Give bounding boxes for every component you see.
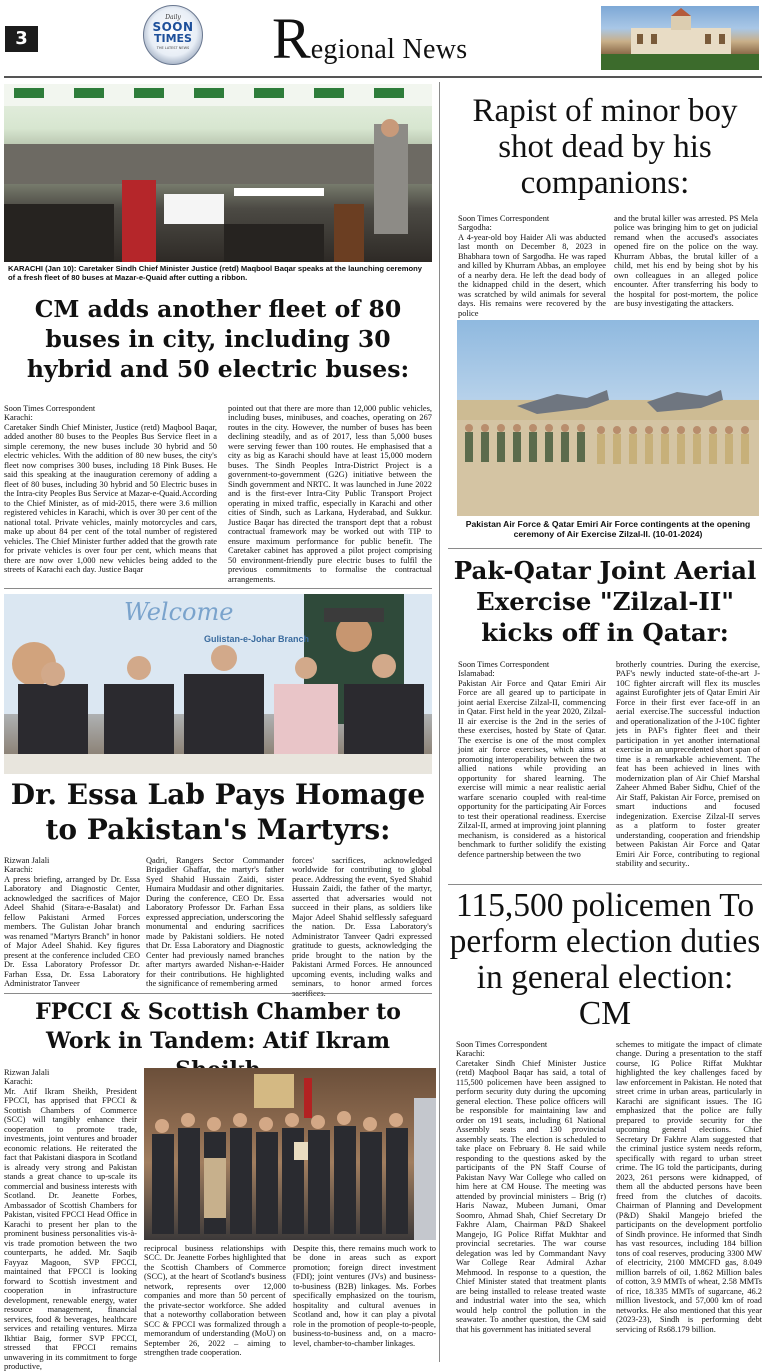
logo-word-soon: SOON	[152, 20, 194, 34]
masthead-building-photo	[601, 6, 759, 70]
essa-story-col3	[292, 856, 432, 992]
zilzal-dateline: Islamabad:	[458, 669, 495, 679]
bus-byline: Soon Times Correspondent	[4, 404, 96, 413]
bus-headline: CM adds another fleet of 80 buses in city, including 30 hybrid and 50 electric buses:	[26, 295, 410, 384]
fpcci-story-col3	[293, 1244, 436, 1364]
rapist-dateline: Sargodha:	[458, 223, 492, 233]
zilzal-divider	[448, 884, 762, 885]
fpcci-dateline: Karachi:	[4, 1077, 33, 1087]
zilzal-story-col2	[616, 660, 760, 882]
bus-body-2: pointed out that there are more than 12,000 public vehicles, including buses, minibuses, and coaches, operating on 267 routes in the city. However, the number of buses has been declining steadily, and as of 2017, less than 5,000 buses were serving fewer than 100 routes. He emphasised that a city as big as Karachi should have at least 15,000 modern buses. The Sindh Peoples Intra-District Project is a government-to-government (G2G) initiative between the Sindh government and NRTC. It was launched in June 2022 and is the first-ever Intra-City Public Transport Project operating in mixed traffic, especially in Karachi and other cities of Sindh, such as Larkana, Hyderabad, and Sukkur. Justice Baqar has directed the transport dept that a robust contractual framework may be worked out with TIP to ensure maximum performance for public benefit. The Caretaker cabinet has approved a pilot project comprising 50 environment-friendly pure electric buses to fulfil the previous commitments to formalise the contractual arrangements.	[228, 404, 432, 584]
fpcci-group-photo	[144, 1068, 436, 1240]
rapist-body-1: A 4-year-old boy Haider Ali was abducted last month on December 8, 2023 in Bhabhara town of Sargodha. He was raped and killed by Khurram Abbas, an employee of a nearby dera. He left the dead body of the kidnapped child in the desert, which was scratched by wild animals for several days. His remains were recovered by the police	[458, 232, 606, 318]
logo-word-times: TIMES	[154, 32, 192, 45]
logo-top: Daily	[165, 14, 181, 21]
bus-story-col2	[228, 404, 432, 584]
essa-divider	[4, 993, 432, 994]
bus-photo-caption: KARACHI (Jan 10): Caretaker Sindh Chief Minister Justice (retd) Maqbool Baqar speaks at the launching ceremony of a fresh fleet of 80 buses at Mazar-e-Quaid after cutting a ribbon.	[8, 264, 422, 283]
essa-banner-sub: Gulistan-e-Johar Branch	[204, 634, 310, 644]
essa-body-3: forces' sacrifices, acknowledged worldwide for contributing to global peace. Addressing the event, Syed Shahid Hussain Zaidi, the father of the martyr, asserted that adversaries would not succeed in their plans, as soldiers like Major Adeel Shahid selflessly safeguard the nation. Dr. Essa Laboratory's Administrator Tanveer Qadri expressed gratitude to guests, acknowledging the pride brought to the nation by the Pakistani Armed Forces. He announced upcoming events, including walks and seminars, to honor armed forces	[292, 856, 432, 989]
police-dateline: Karachi:	[456, 1049, 485, 1059]
rapist-headline: Rapist of minor boy shot dead by his companions:	[472, 93, 738, 201]
masthead-divider	[4, 76, 762, 78]
essa-story-col2	[146, 856, 284, 992]
zilzal-body-2: brotherly countries. During the exercise, PAF's newly inducted state-of-the-art J-10C fighter aircraft will flex its muscles against Eurofighter jets of Qatar Emiri Air Force in their first ever face-off in an aerial exercise.The successful induction and operationalization of the J-10C fighter jets in PAF's fighter fleet and their participation in yet another international exercise in an unprecedented short span of time is a remarkable achievement. The feat has been achieved in lines with modernization plan of Air Chief Marshal Zaheer Ahmed Baber Sidhu, Chief of the Air Staff, Pakistan Air Force, premised on smart inductions and focused indegenization. Exercise Zilzal-II serves as a platform to foster greater understanding, cooperation and friendship between Pakistan Air Force and Qatar Emiri Air Force, contributing to regional stability and security..	[616, 660, 760, 869]
rapist-story-col1	[458, 214, 606, 318]
fpcci-body-3: Despite this, there remains much work to be done in areas such as export promotion; foreign direct investment (FDI); joint ventures (JVs) and business-to-business (B2B) linkages. Ms. Forbes specifically emphasized on the tourism, hospitality and cultural avenues in Scotland and, how it can play a pivotal role in the promotion of people-to-people, business-to-business and, on a macro-level, chamber-to-chamber linkages.	[293, 1244, 436, 1348]
essa-press-photo	[4, 594, 432, 774]
fpcci-story-col2	[144, 1244, 286, 1364]
logo-sub: THE LATEST NEWS	[156, 46, 190, 50]
bus-body-1: Caretaker Sindh Chief Minister, Justice (retd) Maqbool Baqar, added another 80 buses to the Peoples Bus Service fleet in a simple ceremony, the new buses include 30 hybrid and 50 electric vehicles. With the addition of 80 new buses, the city's fleet now comprises 300 buses, including 18 Pink Buses. He said this speaking at the inauguration ceremony of adding a fleet of 80 buses, including 30 hybrid and 50 Electric buses in the Intra-city Peoples Bus Service at Mazar-e-Quaid.According to the Chief Minister, as of mid-2015, there were 3.6 million registered vehicles in Karachi, which is over 30 per cent of the national total. Private vehicles, mainly motorcycles and cars, make up about 84 per cent of the total number of registered vehicles. The Chief Minister further added that the growth rate for private vehicles is over four per cent, which means that there are now over 1,000 new vehicles being added to the streets of Karachi each day. Justice Baqar	[4, 422, 217, 575]
zilzal-top-divider	[448, 548, 762, 549]
police-byline: Soon Times Correspondent	[456, 1040, 548, 1049]
essa-dateline: Karachi:	[4, 865, 33, 875]
zilzal-body-1: Pakistan Air Force and Qatar Emiri Air Force are all geared up to participate in joint aerial Exercise Zilzal-II, commencing in Qatar. First held in the year 2020, Zilzal-II air exercise is the 2nd in the series of these exercises, hosted by State of Qatar. The exercise is one of the most complex joint air force exercises, which aims at promoting interoperability between the two allied nations while providing an opportunity for shared learning. The exercise will mimic a near realistic aerial warfare scenario coupled with real-time opportunity for the participating Air Forces to test their operational readiness. Exercise Zilzal-II, armed at improving joint planning mechanism, is considered as a historical benchmark to further solidify the existing defence partnership between the two	[458, 678, 606, 859]
zilzal-story-col1	[458, 660, 606, 882]
bus-divider	[4, 588, 432, 589]
police-story-col2	[616, 1040, 762, 1364]
essa-body-1: A press briefing, arranged by Dr. Essa Laboratory and Diagnostic Center, acknowledged the sacrifices of Major Adeel Shahid (Sitara-e-Basalat) and fellow Pakistani Armed Forces members. The Gulistan Johar branch was renamed "Martyrs Branch" in honor of Major Adeel Shahid. Key figures present at the conference included CEO Dr. Essa Laboratory Professor Dr. Farhan Essa, Dr. Essa Laboratory Administrator Tanveer	[4, 874, 140, 989]
police-body-2: schemes to mitigate the impact of climate change. During a presentation to the staff course, IG Police Riffat Mukhtar highlighted the key challenges faced by law enforcement in Pakistan. He noted that street crime in urban areas, particularly in Karachi are significant issues. The IG emphasized that the police are fully prepared to provide security for the upcoming general elections. Chief Secretary Dr Fakhre Alam suggested that the criminal justice system needs reform, specifically with regard to urban street crime. The IG told the participants, during 2023, 261 persons were kidnapped, of them all the abducted persons have been freed from the clutches of dacoits. Chairman of Planning and Development (P&D) Shakil Mangejo briefed the participants on the development portfolio of Sindh province. He informed that Sindh has vast resources, including 184 billion tons of coal reserves, producing 3300 MW of electricity, 2100 MMCFD gas, 8.049 million barrels of oil, 1.862 Million bales of cotton, 3.9 MMTs of wheat, 2.58 MMTs of rice, 18.335 MMTs of sugarcane, 46.2 million livestock, and 57,000 km of road networks. He also mentioned that this year (2023-23), Sindh is performing debt servicing of Rs68.179 billion.	[616, 1040, 762, 1334]
zilzal-airforce-photo	[457, 320, 759, 516]
fpcci-body-2: reciprocal business relationships with SCC. Dr. Jeanette Forbes highlighted that the Scottish Chambers of Commerce (SCC), at the heart of Scotland's business network, represents over 12,000 companies and more than 50 percent of the private-sector workforce. She added that a noteworthy collaboration between SCC & FPCCI was formalized through a memorandum of understanding (MoU) on September 26, 2022 – aiming to strengthen trade cooperation.	[144, 1244, 286, 1358]
zilzal-photo-caption: Pakistan Air Force & Qatar Emiri Air Force contingents at the opening ceremony of Air Exercise Zilzal-II. (10-01-2024)	[465, 519, 751, 540]
zilzal-headline: Pak-Qatar Joint Aerial Exercise "Zilzal-II" kicks off in Qatar:	[453, 556, 757, 648]
fpcci-headline: FPCCI & Scottish Chamber to Work in Tandem: Atif Ikram	[35, 999, 401, 1055]
section-title-rest: egional News	[310, 34, 468, 65]
rapist-body-2: and the brutal killer was arrested. PS Mela police was bringing him to get on judicial remand when the accused's associates opened fire on the police on the way. Khurram Abbas, the brutal killer of a child, met his end by being shot by his own colleagues in an alleged police encounter. After transferring his body to the hospital for post-mortem, the police are busy investigating the attackers.	[614, 214, 758, 309]
essa-body-2: Qadri, Rangers Sector Commander Brigadier Ghaffar, the martyr's father Syed Shahid Hussain Zaidi, sister Humaira Muddasir and other dignitaries. During the conference, CEO Dr. Essa Laboratory Professor Dr. Farhan Essa expressed appreciation, underscoring the monumental and enduring sacrifices made by Pakistani soldiers. He noted that Dr. Essa Laboratory and Diagnostic Center had previously named branches after martyrs awarded Nishan-e-Haider for their contributions. He highlighted the significance of remembering armed	[146, 856, 284, 989]
rapist-byline: Soon Times Correspondent	[458, 214, 550, 223]
police-body-1: Caretaker Sindh Chief Minister Justice (retd) Maqbool Baqar has said, a total of 115,500 policemen have been assigned to perform security duty during the upcoming general election. These police officers will be responsible for maintaining law and order on 191 seats, including 61 National Assembly seats and 130 provincial assembly seats. The election is scheduled to take place on February 8. He said while responding to the questions asked by the participants of the PN Staff Course of Pakistan Navy War College who called on him here at CM House. The meeting was attended by provincial ministers – Brig (r) Haris Nawaz, Mubeen Jumani, Omar Soomro, Ahmad Shah, Chief Secretary Dr Fakhre Alam, Chairman P&D Shakeel Mangejo, IG Police Riffat Mukhtar and provincial secretaries. The war course delegation was led by Commandant Navy War College Rear Admiral Azhar Mehmood. In response to a question, the Chief Minister stated that treatment plants are being installed to release treated waste and industrial water into the sea, which would help control the pollution in the seawater. To another question, the CM said that his government has initiated several	[456, 1058, 606, 1334]
police-story-col1	[456, 1040, 606, 1364]
police-headline: 115,500 policemen To perform election duties in general election: CM	[449, 887, 761, 1032]
essa-banner-text: Welcome	[124, 598, 234, 626]
page-number-box	[5, 26, 38, 52]
bus-dateline: Karachi:	[4, 413, 33, 423]
section-title-initial: R	[272, 6, 311, 71]
page-number: 3	[15, 28, 28, 49]
essa-story-col1	[4, 856, 140, 992]
rapist-story-col2	[614, 214, 758, 314]
essa-byline: Rizwan Jalali	[4, 856, 50, 865]
fpcci-byline: Rizwan Jalali	[4, 1068, 50, 1077]
essa-headline: Dr. Essa Lab Pays Homage to Pakistan's Martyrs:	[10, 778, 426, 846]
column-divider	[439, 82, 440, 1362]
logo	[143, 5, 203, 65]
section-title	[272, 6, 468, 71]
bus-ceremony-photo	[4, 84, 432, 262]
fpcci-body-1: Mr. Atif Ikram Sheikh, President FPCCI, has apprised that FPCCI & Scottish Chambers of Commerce (SCC) will tangibly enhance their cooperation to promote trade, investments, joint ventures and broader economic relations. He reiterated the fact that Pakistani diaspora in Scotland is already very strong and Pakistan stands a great chance to up-scale its commercial and business interests with Scotland. Dr. Jeanette Forbes, Ambassador of Scottish Chambers for Pakistan, visited FPCCI Head Office in Karachi to present her plan to the prominent business personalities vis-à-vis trade promotion between the two counterparts, he added. Mr. Saqib Fayyaz Magoon, SVP FPCCI, maintained that FPCCI is looking forward to Scottish investment and cooperation in infrastructure development, renewable energy, water resource management, financial services, food & beverages, healthcare services and retailing ventures. Mirza Ikhtiar Baig, former SVP FPCCI, stressed that FPCCI remains unwavering in its commitment to forge productive,	[4, 1086, 137, 1372]
fpcci-story-col1	[4, 1068, 137, 1372]
bus-story-col1	[4, 404, 217, 584]
zilzal-byline: Soon Times Correspondent	[458, 660, 550, 669]
